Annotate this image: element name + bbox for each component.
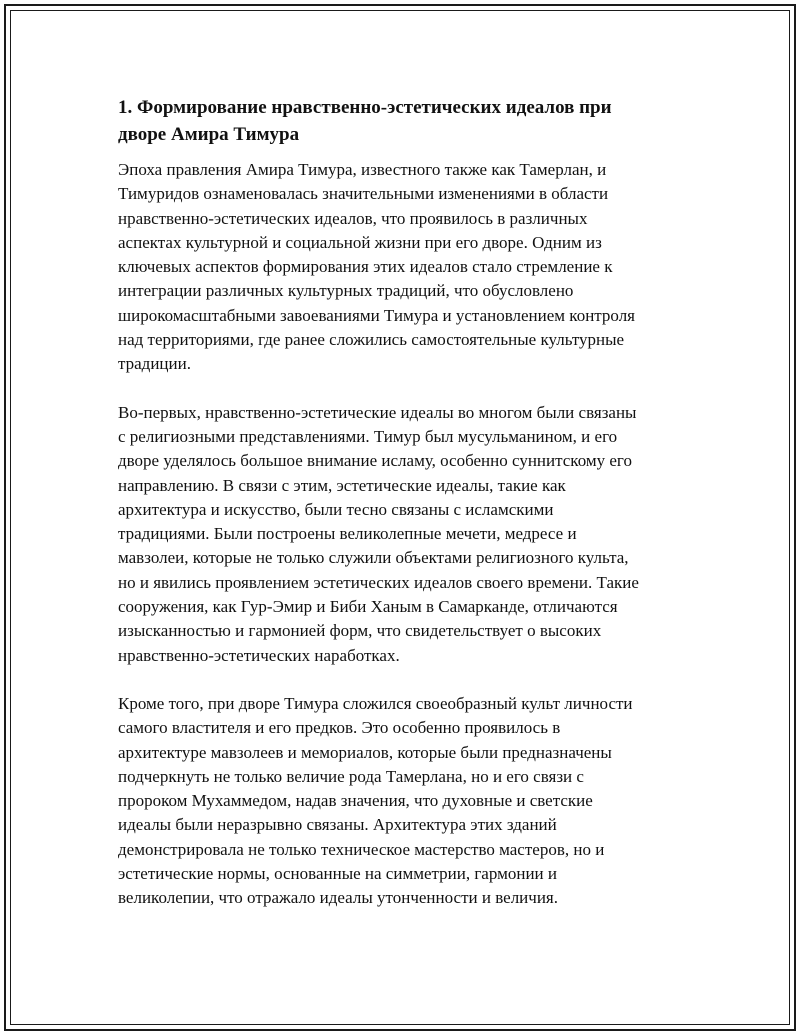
text-line: изысканностью и гармонией форм, что свидетельствует о высоких	[118, 621, 602, 641]
text-line: мавзолеи, которые не только служили объектами религиозного культа,	[118, 548, 629, 568]
text-line: демонстрировала не только техническое мастерство мастеров, но и	[118, 839, 605, 859]
heading-line: дворе Амира Тимура	[118, 124, 300, 145]
text-line: сооружения, как Гур-Эмир и Биби Ханым в Самарканде, отличаются	[118, 597, 618, 617]
text-line: но и явились проявлением эстетических идеалов своего времени. Такие	[118, 572, 639, 592]
text-line: широкомасштабными завоеваниями Тимура и установлением контроля	[118, 305, 636, 325]
text-line: Кроме того, при дворе Тимура сложился своеобразный культ личности	[118, 693, 633, 713]
text-line: архитектуре мавзолеев и мемориалов, которые были предназначены	[118, 742, 612, 762]
section-heading	[118, 94, 698, 148]
text-line: интеграции различных культурных традиций, что обусловлено	[118, 281, 574, 301]
text-line: Тимуридов ознаменовалась значительными изменениями в области	[118, 184, 609, 204]
text-line: подчеркнуть не только величие рода Тамерлана, но и его связи с	[118, 766, 584, 786]
text-line: аспектах культурной и социальной жизни при его дворе. Одним из	[118, 232, 602, 252]
text-line: нравственно-эстетических идеалов, что проявилось в различных	[118, 208, 588, 228]
text-line: великолепии, что отражало идеалы утонченности и величия.	[118, 888, 558, 908]
text-line: Эпоха правления Амира Тимура, известного также как Тамерлан, и	[118, 160, 607, 179]
text-line: эстетические нормы, основанные на симметрии, гармонии и	[118, 864, 557, 884]
text-line: идеалы были неразрывно связаны. Архитектура этих зданий	[118, 815, 557, 835]
paragraph-1	[118, 158, 698, 377]
text-line: традициями. Были построены великолепные мечети, медресе и	[118, 524, 577, 544]
paragraph-3	[118, 692, 698, 911]
text-line: с религиозными представлениями. Тимур был мусульманином, и его	[118, 426, 618, 446]
text-line: традиции.	[118, 354, 191, 374]
text-line: самого властителя и его предков. Это особенно проявилось в	[118, 718, 561, 738]
document-body	[118, 94, 698, 935]
paragraph-2	[118, 401, 698, 668]
text-line: нравственно-эстетических наработках.	[118, 645, 400, 665]
text-line: архитектура и искусство, были тесно связаны с исламскими	[118, 499, 554, 519]
text-line: над территориями, где ранее сложились самостоятельные культурные	[118, 330, 625, 350]
text-line: ключевых аспектов формирования этих идеалов стало стремление к	[118, 257, 613, 277]
text-line: направлению. В связи с этим, эстетические идеалы, такие как	[118, 475, 566, 495]
heading-line: 1. Формирование нравственно-эстетических идеалов при	[118, 97, 612, 118]
text-line: дворе уделялось большое внимание исламу, особенно суннитскому его	[118, 451, 632, 471]
text-line: Во-первых, нравственно-эстетические идеалы во многом были связаны	[118, 402, 637, 422]
text-line: пророком Мухаммедом, надав значения, что духовные и светские	[118, 791, 593, 811]
